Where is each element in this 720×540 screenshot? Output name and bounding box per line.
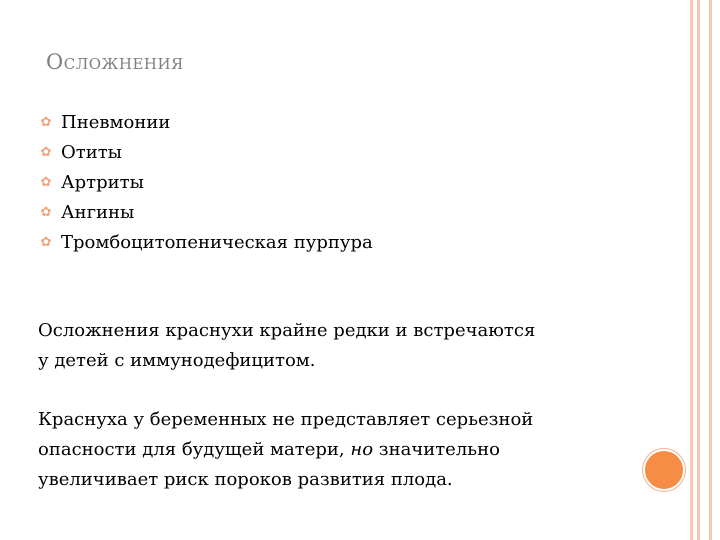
paragraph-pregnancy-risk: [38, 405, 533, 495]
paragraph-text: значительно: [373, 439, 500, 460]
paragraph-complications-rarity: [38, 316, 535, 376]
paragraph-line: Краснуха у беременных не представляет серьезной: [38, 409, 534, 430]
paragraph-line: Осложнения краснухи крайне редки и встречаются: [38, 320, 536, 341]
complications-list: [37, 108, 373, 258]
right-border-line-1: [690, 0, 693, 540]
right-border-line-2: [697, 0, 700, 540]
slide-title: Осложнения: [46, 50, 184, 74]
flower-bullet-icon: ✿: [40, 145, 52, 160]
paragraph-text: опасности для будущей матери,: [38, 439, 351, 460]
paragraph-line: [38, 435, 533, 465]
emphasis-text: но: [350, 439, 374, 460]
list-item-text: Пневмонии: [61, 112, 171, 133]
list-item-text: Ангины: [61, 202, 135, 223]
list-item: [37, 168, 373, 198]
list-item: [37, 138, 373, 168]
flower-bullet-icon: ✿: [40, 235, 52, 250]
flower-bullet-icon: ✿: [40, 205, 52, 220]
list-item-text: Артриты: [61, 172, 144, 193]
list-item: [37, 228, 373, 258]
list-item-text: Тромбоцитопеническая пурпура: [61, 232, 373, 253]
flower-bullet-icon: ✿: [40, 115, 52, 130]
right-border-line-3: [709, 0, 712, 540]
paragraph-line: у детей с иммунодефицитом.: [38, 350, 316, 371]
list-item-text: Отиты: [61, 142, 122, 163]
list-item: [37, 108, 373, 138]
list-item: [37, 198, 373, 228]
flower-bullet-icon: ✿: [40, 175, 52, 190]
decorative-circle-icon: [643, 449, 685, 491]
paragraph-line: увеличивает риск пороков развития плода.: [38, 469, 453, 490]
